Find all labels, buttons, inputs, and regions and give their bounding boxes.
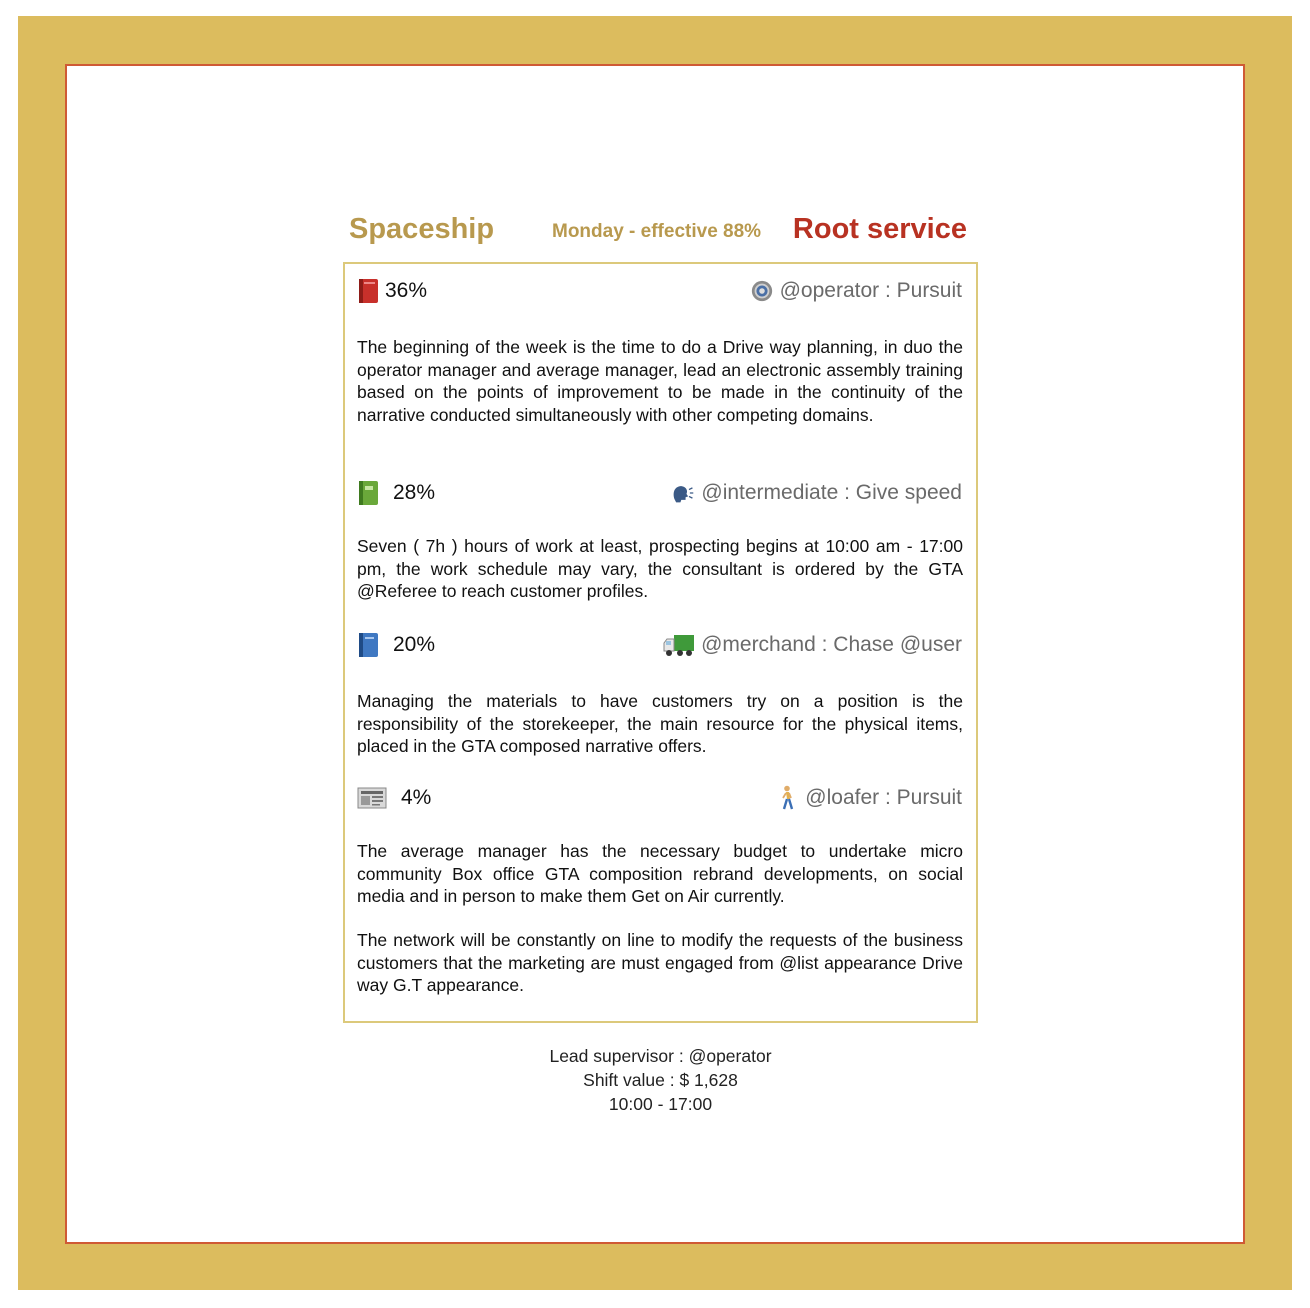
delivery-truck-icon — [663, 632, 695, 658]
shift-hours: 10:00 - 17:00 — [608, 1094, 713, 1114]
task-percent: 28% — [357, 480, 435, 506]
lead-supervisor: Lead supervisor : @operator — [549, 1046, 772, 1066]
task-description: Managing the materials to have customers try on a position is the responsibility of the storekeeper, the main resource for the physical items, placed in the GTA composed narrative offers. — [357, 691, 963, 756]
header — [343, 210, 977, 254]
footer — [343, 1044, 978, 1116]
gear-icon — [750, 278, 774, 304]
task-card — [343, 262, 978, 1023]
task-description: The average manager has the necessary budget to undertake micro community Box office GTA composition rebrand developments, on social media and in person to make them Get on Air currently. — [357, 841, 963, 906]
task-header — [357, 785, 962, 815]
task-role: @loafer : Pursuit — [775, 785, 962, 811]
task-role: @merchand : Chase @user — [663, 632, 962, 658]
service-title: Root service — [792, 213, 967, 245]
task-percent: 20% — [357, 632, 435, 658]
task-description: The beginning of the week is the time to do a Drive way planning, in duo the operator manager and average manager, lead an electronic assembly training based on the points of improvement to be made in the continuity of the narrative conducted simultaneously with other competing domains. — [357, 337, 963, 425]
shift-value: Shift value : $ 1,628 — [583, 1070, 738, 1090]
task-description: The network will be constantly on line to modify the requests of the business customers that the marketing are must engaged from @list appearance Drive way G.T appearance. — [357, 930, 963, 995]
task-description: Seven ( 7h ) hours of work at least, prospecting begins at 10:00 am - 17:00 pm, the work schedule may vary, the consultant is ordered by the GTA @Referee to reach customer profiles. — [357, 536, 963, 601]
task-role: @intermediate : Give speed — [671, 480, 962, 506]
day-effectiveness: Monday - effective 88% — [552, 221, 762, 242]
task-header — [357, 632, 962, 662]
newspaper-icon — [357, 785, 387, 811]
red-book-icon — [357, 278, 381, 304]
task-percent: 36% — [357, 278, 427, 304]
brand-title: Spaceship — [349, 213, 495, 245]
task-header — [357, 480, 962, 510]
blue-book-icon — [357, 632, 381, 658]
task-role: @operator : Pursuit — [750, 278, 962, 304]
green-book-icon — [357, 480, 381, 506]
walking-person-icon — [775, 785, 799, 811]
task-header — [357, 278, 962, 308]
speaking-head-icon — [671, 480, 695, 506]
task-percent: 4% — [357, 785, 431, 811]
